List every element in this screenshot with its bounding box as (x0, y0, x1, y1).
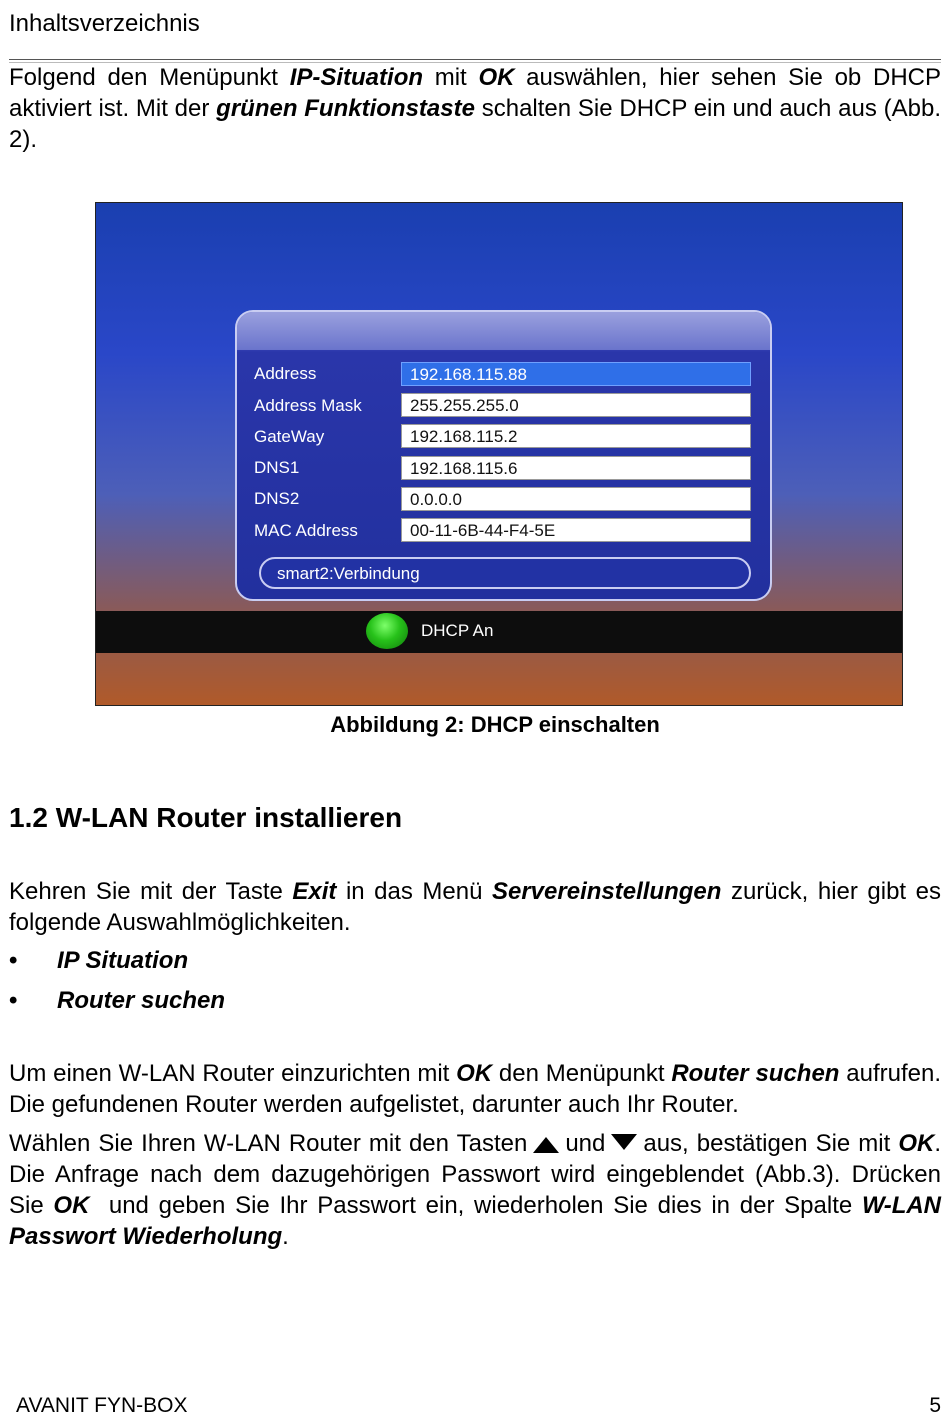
para2-text-2: in das Menü (336, 878, 492, 905)
running-header: Inhaltsverzeichnis (9, 10, 200, 37)
section-heading: 1.2 W-LAN Router installieren (9, 802, 403, 833)
gateway-label: GateWay (254, 427, 325, 446)
bullet-dot-icon: • (9, 987, 18, 1014)
para2-term-servereinstellungen: Servereinstellungen (491, 878, 722, 905)
para2-text-3: zurück, hier gibt es folgende Auswahlmöglichkeiten. (9, 878, 941, 936)
password-paragraph (9, 1128, 941, 1252)
intro-term-ip-situation: IP-Situation (289, 64, 424, 91)
intro-text-3: auswählen, hier sehen Sie ob DHCP aktiviert ist. Mit der (9, 64, 941, 122)
mac-address-label: MAC Address (254, 521, 358, 540)
footer-page-number: 5 (929, 1394, 941, 1417)
address-label: Address (254, 364, 317, 383)
function-key-bar (96, 611, 902, 653)
para4-text-2: und (565, 1130, 606, 1157)
dns1-field[interactable]: 192.168.115.6 (401, 456, 751, 480)
dhcp-toggle-label: DHCP An (421, 621, 494, 640)
arrow-up-icon (533, 1137, 559, 1153)
intro-term-green-key: grünen Funktionstaste (216, 95, 475, 122)
header-rule (9, 59, 941, 60)
gateway-field[interactable]: 192.168.115.2 (401, 424, 751, 448)
para3-term-router-suchen: Router suchen (671, 1060, 840, 1087)
dns2-field[interactable]: 0.0.0.0 (401, 487, 751, 511)
intro-text-4: schalten Sie DHCP ein und auch aus (Abb. 2). (9, 95, 941, 153)
bullet-text: IP Situation (57, 947, 189, 974)
panel-title-bar (237, 312, 770, 350)
para4-text-4: . Die Anfrage nach dem dazugehörigen Passwort wird eingeblendet (Abb.3). Drücken Sie (9, 1130, 941, 1219)
para4-text-1: Wählen Sie Ihren W-LAN Router mit den Tasten (9, 1130, 528, 1157)
intro-text-2: mit (423, 64, 479, 91)
para4-text-3: aus, bestätigen Sie mit (643, 1130, 899, 1157)
para2-text-1: Kehren Sie mit der Taste (9, 878, 293, 905)
arrow-down-icon (611, 1134, 637, 1150)
intro-term-ok: OK (478, 64, 515, 91)
para4-text-5: und geben Sie Ihr Passwort ein, wiederholen Sie dies in der Spalte (89, 1192, 862, 1219)
address-mask-label: Address Mask (254, 396, 362, 415)
connection-status-pill: smart2:Verbindung (259, 557, 751, 589)
dns1-label: DNS1 (254, 458, 300, 477)
network-settings-panel (235, 310, 772, 601)
para3-text-2: den Menüpunkt (492, 1060, 672, 1087)
bullet-text: Router suchen (57, 987, 226, 1014)
address-mask-field[interactable]: 255.255.255.0 (401, 393, 751, 417)
figure-caption: Abbildung 2: DHCP einschalten (330, 712, 660, 737)
para3-term-ok: OK (456, 1060, 493, 1087)
dns2-label: DNS2 (254, 489, 300, 508)
intro-paragraph (9, 62, 941, 155)
exit-paragraph (9, 876, 941, 938)
footer-product-name: AVANIT FYN-BOX (16, 1394, 188, 1417)
para3-text-1: Um einen W-LAN Router einzurichten mit (9, 1060, 457, 1087)
address-field[interactable]: 192.168.115.88 (401, 362, 751, 386)
mac-address-field[interactable]: 00-11-6B-44-F4-5E (401, 518, 751, 542)
intro-text-1: Folgend den Menüpunkt (9, 64, 290, 91)
para4-text-6: . (282, 1223, 289, 1250)
bullet-dot-icon: • (9, 947, 18, 974)
para3-text-3: aufrufen. Die gefundenen Router werden aufgelistet, darunter auch Ihr Router. (9, 1060, 941, 1118)
router-search-paragraph (9, 1058, 941, 1120)
dhcp-screenshot-figure (95, 202, 903, 706)
para2-term-exit: Exit (292, 878, 337, 905)
para4-term-ok-1: OK (898, 1130, 935, 1157)
green-key-icon (366, 613, 408, 649)
para4-term-ok-2: OK (53, 1192, 90, 1219)
para4-term-wlan-passwort: W-LAN Passwort Wiederholung (9, 1192, 942, 1250)
